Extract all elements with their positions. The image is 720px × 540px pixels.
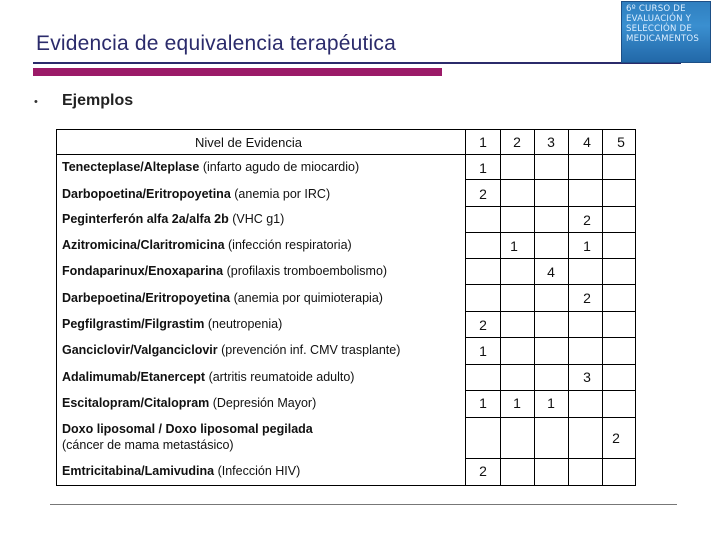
level-cell: 2 — [583, 212, 591, 228]
indication: (VHC g1) — [228, 212, 285, 226]
indication: (Depresión Mayor) — [209, 396, 317, 410]
bullet-text: Ejemplos — [62, 92, 134, 109]
row-line — [465, 284, 636, 285]
row-line — [465, 154, 636, 155]
table-row-label — [62, 237, 352, 253]
row-line — [465, 417, 636, 418]
level-cell: 4 — [547, 264, 555, 280]
level-cell: 1 — [547, 395, 555, 411]
row-line — [465, 337, 636, 338]
table-row-label — [62, 395, 316, 411]
drug-pair: Darbepoetina/Eritropoyetina — [62, 291, 231, 305]
logo-line: EVALUACIÓN Y — [626, 14, 692, 24]
drug-pair: Ganciclovir/Valganciclovir — [62, 343, 218, 357]
column-line — [500, 129, 501, 486]
column-line — [602, 129, 603, 486]
indication: (anemia por quimioterapia) — [230, 291, 383, 305]
logo-line: SELECCIÓN DE — [626, 24, 693, 34]
title-accent-bar — [33, 68, 442, 76]
indication: (Infección HIV) — [214, 464, 301, 478]
table-row-label — [62, 263, 387, 279]
row-line — [465, 206, 636, 207]
drug-pair: Pegfilgrastim/Filgrastim — [62, 317, 205, 331]
indication: (artritis reumatoide adulto) — [205, 370, 355, 384]
table-row-label — [62, 186, 330, 202]
level-cell: 2 — [479, 186, 487, 202]
drug-pair: Darbopoetina/Eritropoyetina — [62, 187, 231, 201]
column-line — [465, 129, 466, 486]
title-rule — [33, 62, 681, 64]
bottom-rule — [50, 504, 677, 505]
logo-line: 6º CURSO DE — [626, 4, 686, 14]
drug-pair: Escitalopram/Citalopram — [62, 396, 210, 410]
row-line — [465, 390, 636, 391]
table-row-label — [62, 159, 359, 175]
header-underline — [56, 154, 465, 155]
table-row-label — [62, 369, 354, 385]
drug-pair: Tenecteplase/Alteplase — [62, 160, 200, 174]
row-line — [465, 179, 636, 180]
indication: (prevención inf. CMV trasplante) — [217, 343, 401, 357]
level-cell: 2 — [479, 463, 487, 479]
logo-line: MEDICAMENTOS — [626, 34, 700, 44]
table-row-label — [62, 211, 284, 227]
level-cell: 1 — [479, 343, 487, 359]
row-line — [465, 258, 636, 259]
level-cell: 2 — [612, 430, 620, 446]
table-row-label — [62, 463, 300, 479]
level-cell: 3 — [583, 369, 591, 385]
row-line — [465, 458, 636, 459]
level-cell: 2 — [583, 290, 591, 306]
row-line — [465, 311, 636, 312]
table-row-label — [62, 290, 383, 306]
level-cell: 1 — [479, 160, 487, 176]
indication: (neutropenia) — [204, 317, 283, 331]
level-header: 2 — [513, 134, 521, 150]
indication: (infarto agudo de miocardio) — [199, 160, 360, 174]
slide-title: Evidencia de equivalencia terapéutica — [36, 32, 396, 55]
drug-pair: Doxo liposomal / Doxo liposomal pegilada — [62, 422, 313, 436]
table-row-label — [62, 342, 400, 358]
drug-pair: Fondaparinux/Enoxaparina — [62, 264, 224, 278]
level-cell: 2 — [479, 317, 487, 333]
drug-pair: Adalimumab/Etanercept — [62, 370, 206, 384]
indication: (infección respiratoria) — [224, 238, 352, 252]
drug-pair: Peginterferón alfa 2a/alfa 2b — [62, 212, 229, 226]
level-header: 1 — [479, 134, 487, 150]
course-logo — [621, 1, 711, 63]
level-header: 4 — [583, 134, 591, 150]
table-row-label — [62, 316, 282, 332]
level-cell: 1 — [479, 395, 487, 411]
bullet-dot-icon: • — [34, 96, 38, 108]
indication: (cáncer de mama metastásico) — [62, 438, 234, 452]
column-line — [568, 129, 569, 486]
level-header: 5 — [617, 134, 625, 150]
row-line — [465, 232, 636, 233]
indication: (profilaxis tromboembolismo) — [223, 264, 388, 278]
drug-pair: Emtricitabina/Lamivudina — [62, 464, 215, 478]
level-cell: 1 — [583, 238, 591, 254]
row-line — [465, 364, 636, 365]
indication: (anemia por IRC) — [230, 187, 331, 201]
column-line — [534, 129, 535, 486]
drug-pair: Azitromicina/Claritromicina — [62, 238, 225, 252]
level-cell: 1 — [513, 395, 521, 411]
level-cell: 1 — [510, 238, 518, 254]
level-header: 3 — [547, 134, 555, 150]
table-row-label — [62, 421, 313, 453]
table-header-label: Nivel de Evidencia — [195, 135, 302, 150]
